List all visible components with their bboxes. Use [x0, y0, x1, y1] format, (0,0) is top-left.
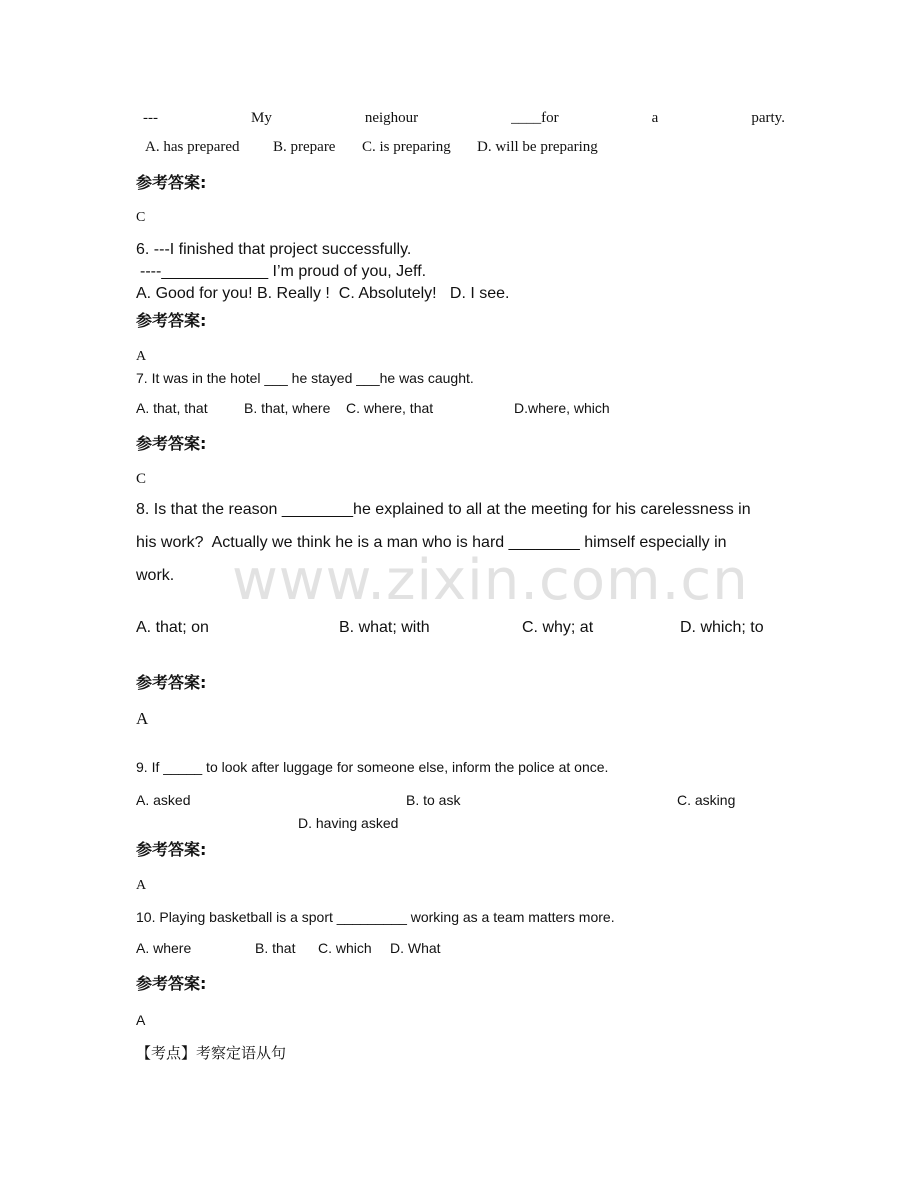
q5-option-d: D. will be preparing	[477, 139, 598, 155]
q9-option-c: C. asking	[677, 792, 736, 808]
q9-answer-label: 参考答案:	[136, 840, 207, 859]
q5-option-b: B. prepare	[273, 139, 336, 155]
q6-answer: A	[136, 349, 147, 364]
q8-option-c: C. why; at	[522, 619, 594, 636]
q7-option-a: A. that, that	[136, 400, 208, 416]
q7-option-b: B. that, where	[244, 400, 331, 416]
q5-word: party.	[751, 110, 785, 126]
q6-options: A. Good for you! B. Really ! C. Absolutely! D. I see.	[136, 285, 510, 302]
q10-option-c: C. which	[318, 940, 372, 956]
q6-line2: ----____________ I’m proud of you, Jeff.	[140, 263, 427, 280]
q8-answer-label: 参考答案:	[136, 673, 207, 692]
q7-option-c: C. where, that	[346, 400, 434, 416]
q7-answer-label: 参考答案:	[136, 434, 207, 453]
q7-stem: 7. It was in the hotel ___ he stayed ___he was caught.	[136, 370, 474, 386]
watermark: www.zixin.com.cn	[232, 548, 749, 613]
q10-option-b: B. that	[255, 940, 296, 956]
q5-word: ____for	[511, 110, 559, 126]
q8-answer: A	[136, 709, 149, 728]
q8-line2: his work? Actually we think he is a man who is hard ________ himself especially in	[136, 534, 727, 551]
q9-stem: 9. If _____ to look after luggage for someone else, inform the police at once.	[136, 759, 609, 775]
q10-answer: A	[136, 1012, 146, 1028]
q5-word: ---	[143, 110, 158, 126]
q6-line1: 6. ---I finished that project successfully.	[136, 241, 412, 258]
q7-answer: C	[136, 471, 147, 487]
q9-option-d: D. having asked	[298, 815, 399, 831]
q10-option-a: A. where	[136, 940, 192, 956]
q5-word: My	[251, 110, 272, 126]
q8-option-d: D. which; to	[680, 619, 764, 636]
q5-option-a: A. has prepared	[145, 139, 240, 155]
q8-option-a: A. that; on	[136, 619, 209, 636]
q5-word: a	[651, 110, 659, 126]
q8-line3: work.	[136, 567, 175, 584]
q10-note: 【考点】考察定语从句	[136, 1046, 287, 1062]
q9-option-b: B. to ask	[406, 792, 461, 808]
q9-answer: A	[136, 878, 147, 893]
q7-option-d: D.where, which	[514, 400, 610, 416]
q5-stem	[143, 110, 785, 127]
q6-answer-label: 参考答案:	[136, 311, 207, 330]
q5-option-c: C. is preparing	[362, 139, 451, 155]
q8-line1: 8. Is that the reason ________he explained to all at the meeting for his carelessness in	[136, 501, 751, 518]
q10-option-d: D. What	[390, 940, 441, 956]
q10-answer-label: 参考答案:	[136, 974, 207, 993]
q9-option-a: A. asked	[136, 792, 191, 808]
q5-answer-label: 参考答案:	[136, 173, 207, 192]
q5-word: neighour	[364, 110, 419, 126]
q8-option-b: B. what; with	[339, 619, 430, 636]
q10-stem: 10. Playing basketball is a sport _________ working as a team matters more.	[136, 909, 615, 925]
q5-answer: C	[136, 210, 146, 225]
